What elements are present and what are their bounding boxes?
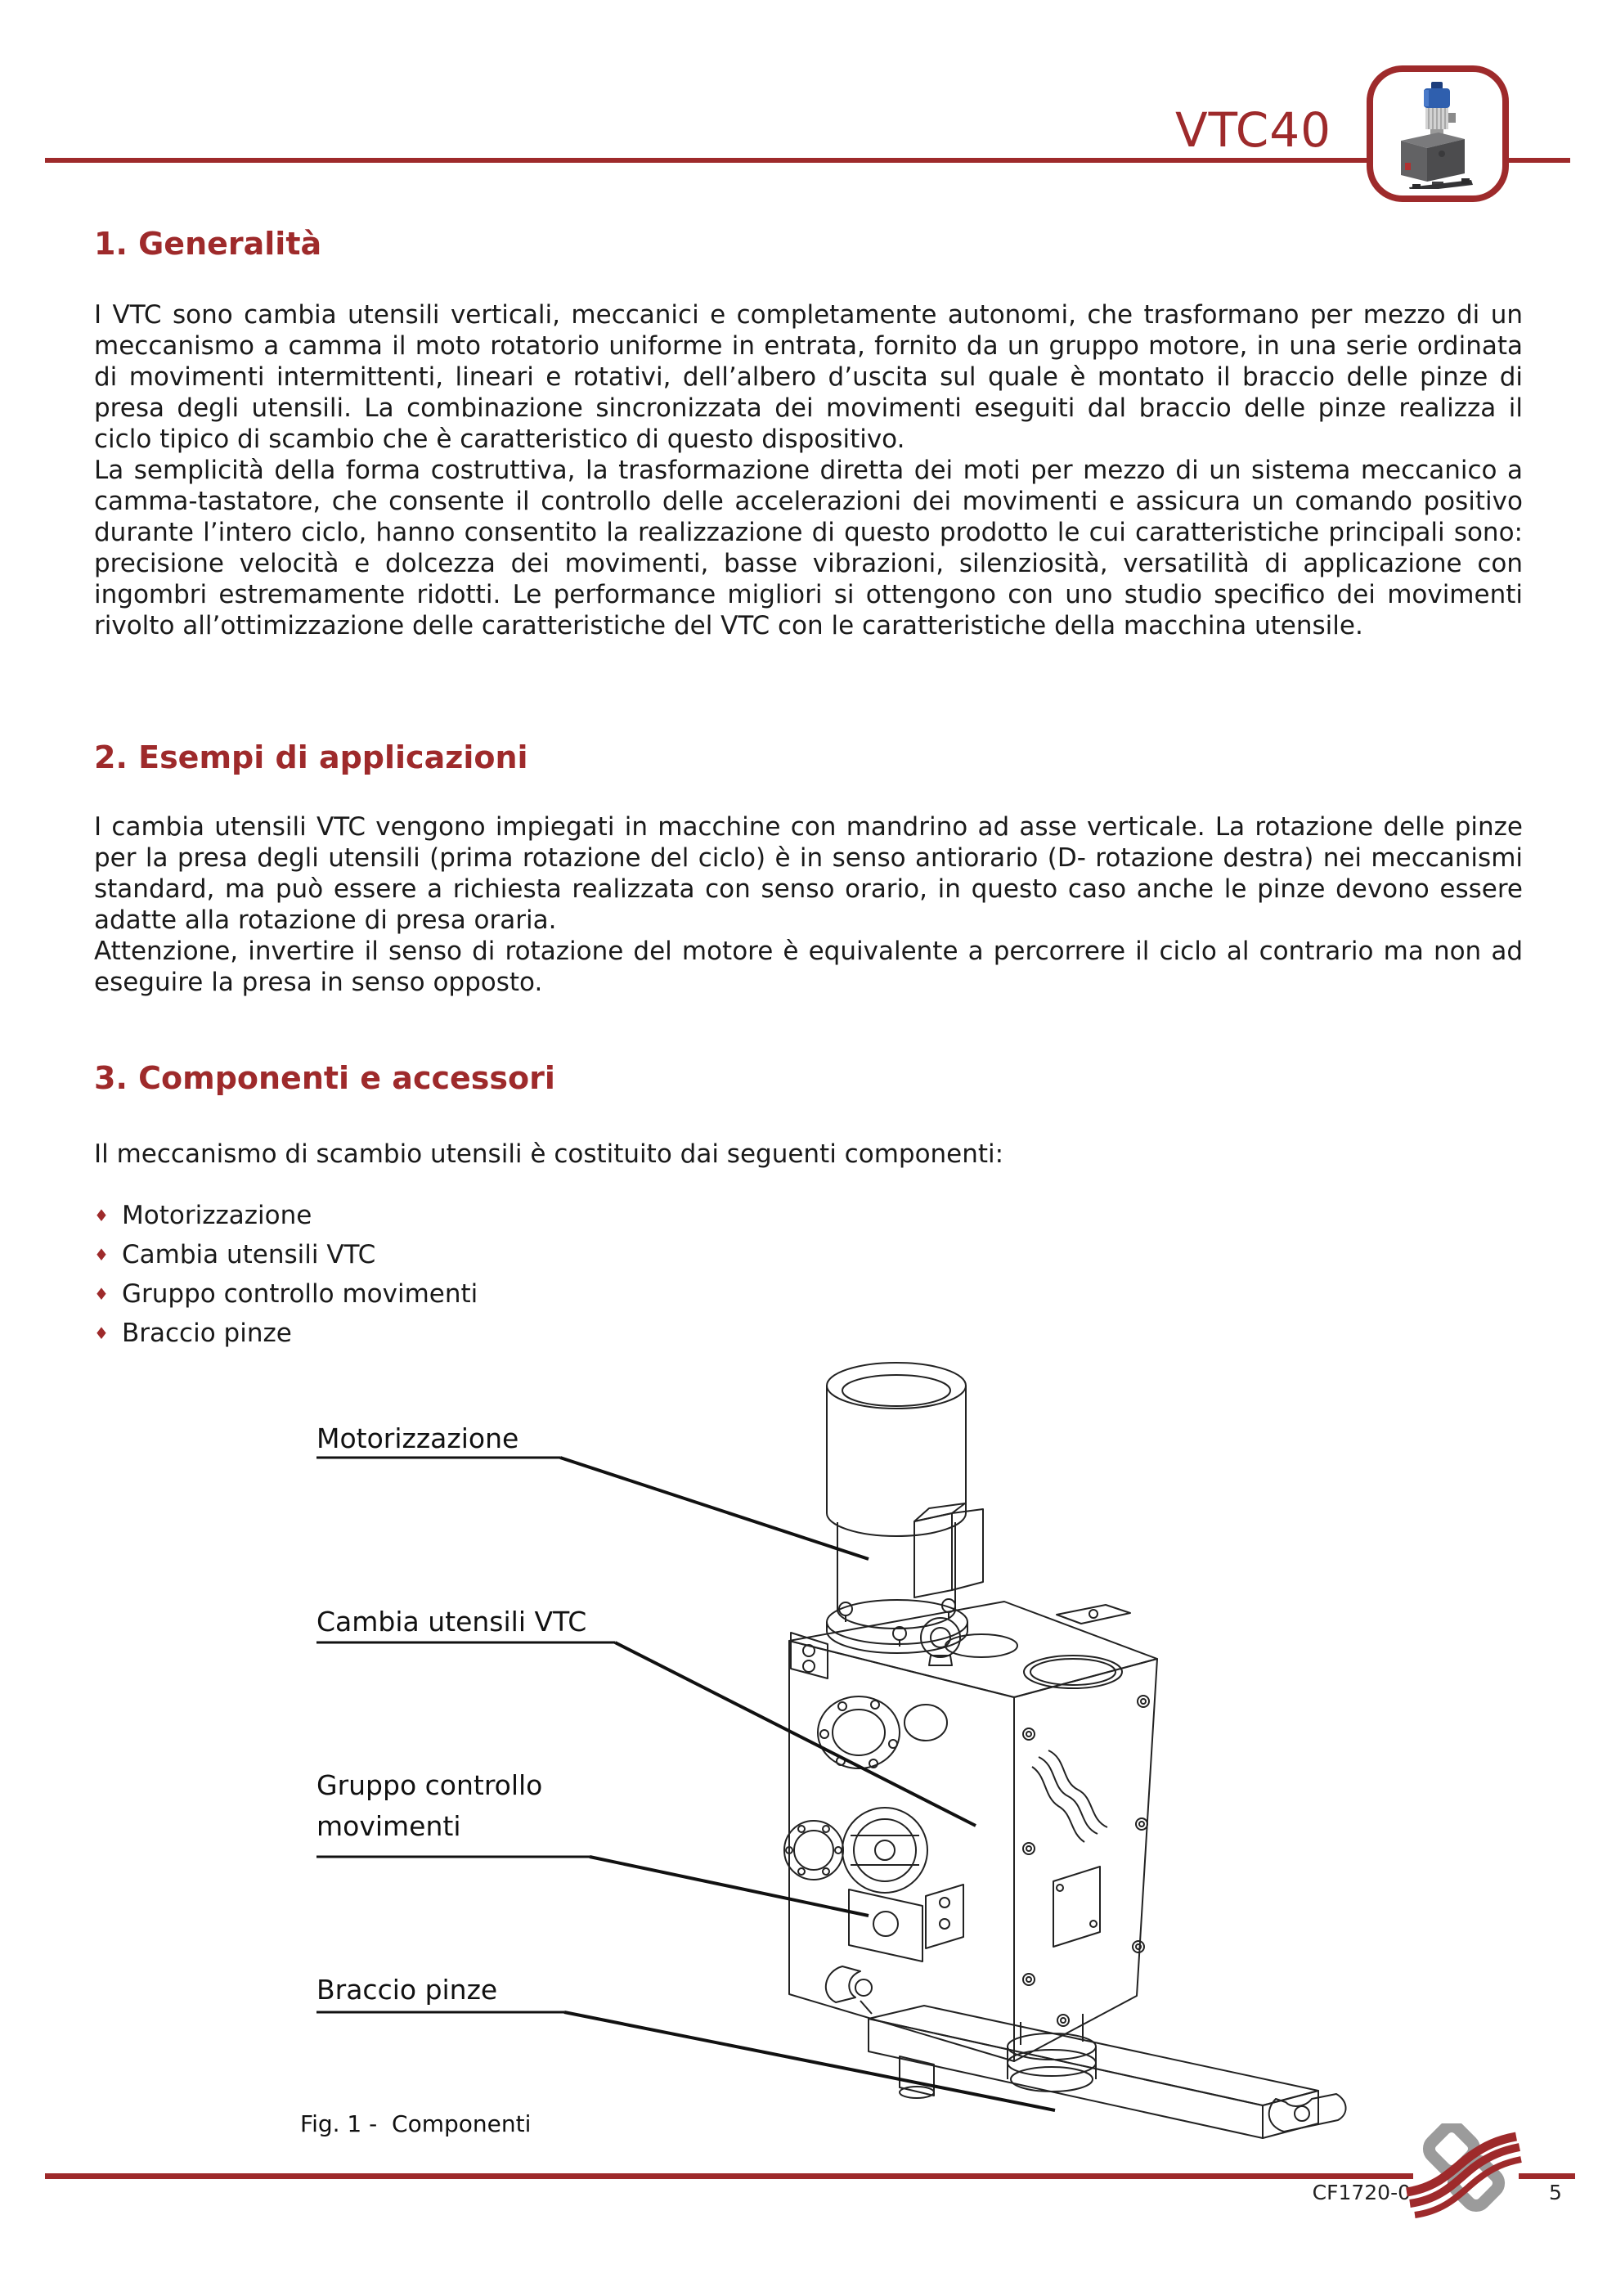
bullet-diamond-icon: ♦ [94,1206,109,1225]
page-number: 5 [1549,2181,1562,2204]
section-3-heading: 3. Componenti e accessori [94,1060,555,1096]
figure-label-motorizzazione: Motorizzazione [316,1422,519,1454]
bullet-diamond-icon: ♦ [94,1284,109,1304]
paragraph: I cambia utensili VTC vengono impiegati in macchine con mandrino ad asse verticale. La rotazione delle pinze per la presa degli utensili (prima rotazione del ciclo) è in senso antiorario (D- rotazione destra) nei meccanismi standard, ma può essere a richiesta realizzata con senso orario, in questo caso anche le pinze devono essere adatte alla rotazione di presa oraria. [94,812,1523,935]
section-3-intro: Il meccanismo di scambio utensili è costituito dai seguenti componenti: [94,1139,1004,1169]
section-1-heading: 1. Generalità [94,226,322,262]
list-item-label: Motorizzazione [122,1201,312,1230]
document-code: CF1720-0 [1312,2181,1411,2204]
bullet-diamond-icon: ♦ [94,1323,109,1343]
page-title: VTC40 [1174,102,1331,158]
figure-label-cambia-utensili: Cambia utensili VTC [316,1606,587,1638]
footer-rule [45,2173,1413,2179]
figure-label-gruppo-controllo: Gruppo controllo movimenti [316,1769,543,1842]
list-item [94,1314,830,1353]
paragraph: La semplicità della forma costruttiva, la trasformazione diretta dei moti per mezzo di un sistema meccanico a camma-tastatore, che consente il controllo delle accelerazioni dei movimenti e assicura un comando positivo durante l’intero ciclo, hanno consentito la realizzazione di questo prodotto le cui caratteristiche principali sono: precisione velocità e dolcezza dei movimenti, basse vibrazioni, silenziosità, versatilità di applicazione con ingombri estremamente ridotti. Le performance migliori si ottengono con uno studio specifico dei movimenti rivolto all’ottimizzazione delle caratteristiche del VTC con le caratteristiche della macchina utensile. [94,456,1523,640]
product-thumbnail-badge [1367,65,1509,202]
bullet-diamond-icon: ♦ [94,1245,109,1265]
product-photo-icon [1380,79,1496,189]
footer-rule [1519,2173,1575,2179]
section-2-body [94,811,1523,998]
list-item [94,1235,830,1274]
section-2-heading: 2. Esempi di applicazioni [94,739,528,775]
paragraph: Attenzione, invertire il senso di rotazione del motore è equivalente a percorrere il ciclo al contrario ma non ad eseguire la presa in senso opposto. [94,937,1523,997]
list-item [94,1274,830,1314]
paragraph: I VTC sono cambia utensili verticali, meccanici e completamente autonomi, che trasformano per mezzo di un meccanismo a camma il moto rotatorio uniforme in entrata, fornito da un gruppo motore, in una serie ordinata di movimenti intermittenti, lineari e rotativi, dell’albero d’uscita sul quale è montato il braccio delle pinze di presa degli utensili. La combinazione sincronizzata dei movimenti eseguiti dal braccio delle pinze realizza il ciclo tipico di scambio che è caratteristico di questo dispositivo. [94,300,1523,454]
list-item [94,1196,830,1235]
header-rule [45,158,1570,163]
figure-label-braccio-pinze: Braccio pinze [316,1974,498,2006]
company-logo [1402,2123,1524,2223]
list-item-label: Braccio pinze [122,1319,292,1348]
list-item-label: Gruppo controllo movimenti [122,1279,478,1309]
list-item-label: Cambia utensili VTC [122,1240,376,1269]
component-bullet-list [94,1196,830,1353]
section-1-body [94,299,1523,641]
figure-caption: Fig. 1 - Componenti [300,2110,532,2137]
